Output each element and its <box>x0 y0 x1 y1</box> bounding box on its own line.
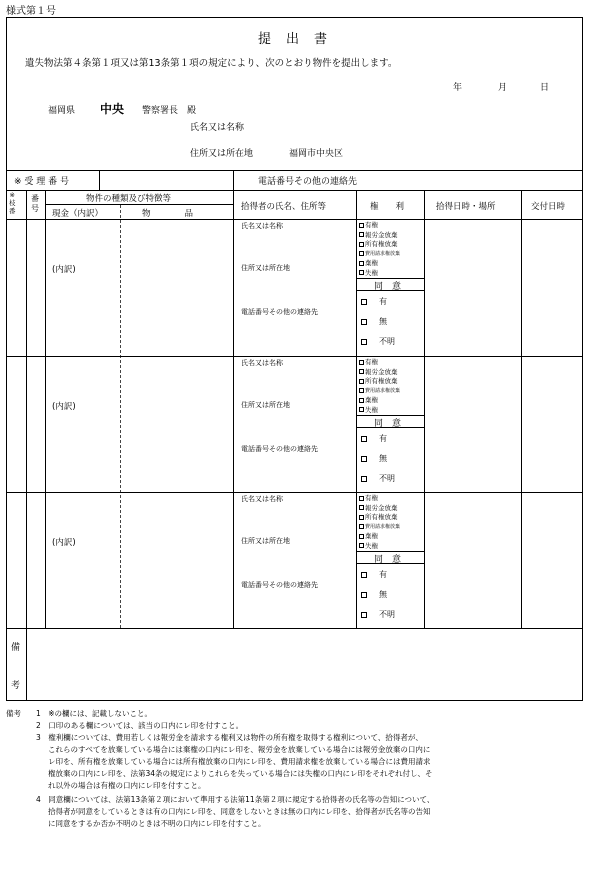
header-found-datetime: 拾得日時・場所 <box>436 202 496 212</box>
form-title: 提 出 書 <box>258 32 329 47</box>
note-3-line-1: 3 権利欄については、費用若しくは報労金を請求する権利又は物件の所有権を取得する権利について、拾得者が、 <box>36 733 423 742</box>
rights-option-3[interactable]: 費用請求権放棄 <box>359 251 400 258</box>
finder-address-label: 住所又は所在地 <box>241 264 290 272</box>
note-4-line-2: 拾得者が同意をしているときは有の口内にレ印を、同意をしないときは無の口内にレ印を、拾得者が氏名等の告知 <box>48 807 431 816</box>
checkbox-icon <box>361 436 367 442</box>
rights-option-5[interactable]: 失権 <box>359 270 378 277</box>
note-4-line-3: に同意をするか否か不明のときは不明の口内にレ印を付すこと。 <box>48 819 266 828</box>
rights-option-1[interactable]: 報労金放棄 <box>359 505 398 512</box>
checkbox-icon <box>361 592 367 598</box>
checkbox-icon <box>359 223 364 228</box>
rights-option-2[interactable]: 所有権放棄 <box>359 241 398 248</box>
note-3-line-3: レ印を、所有権を放棄している場合には所有権放棄の口内にレ印を、費用請求権を放棄している場合には費用請求 <box>48 757 431 766</box>
checkbox-icon <box>361 572 367 578</box>
applicant-name-label: 氏名又は名称 <box>190 123 245 133</box>
consent-option-1[interactable]: 無 <box>361 589 387 600</box>
rights-option-4[interactable]: 棄権 <box>359 533 378 540</box>
checkbox-icon <box>359 505 364 510</box>
prefecture-label: 福岡県 <box>48 106 76 116</box>
statement-text: 遺失物法第４条第１項又は第13条第１項の規定により、次のとおり物件を提出します。 <box>25 58 398 69</box>
header-finder: 拾得者の氏名、住所等 <box>241 202 327 212</box>
checkbox-icon <box>359 242 364 247</box>
consent-option-1[interactable]: 無 <box>361 316 387 327</box>
checkbox-icon <box>359 496 364 501</box>
date-month-label: 月 <box>498 83 508 93</box>
contact-label: 電話番号その他の連絡先 <box>258 177 358 187</box>
checkbox-icon <box>359 388 364 393</box>
note-3-line-4: 権放棄の口内にレ印を、法第34条の規定によりこれらを失っている場合には失権の口内にレ印をそれぞれ付し、そ <box>48 769 433 778</box>
header-cash: 現金（内訳） <box>52 209 104 219</box>
rights-option-0[interactable]: 有権 <box>359 359 378 366</box>
finder-contact-label: 電話番号その他の連絡先 <box>241 308 318 316</box>
consent-option-2[interactable]: 不明 <box>361 473 395 484</box>
checkbox-icon <box>361 476 367 482</box>
header-tag-number: ※ 枝 番 <box>9 191 16 215</box>
header-item-group: 物件の種類及び特徴等 <box>86 194 172 204</box>
rights-option-5[interactable]: 失権 <box>359 407 378 414</box>
notes-heading: 備考 <box>6 709 21 718</box>
checkbox-icon <box>359 261 364 266</box>
applicant-address-value: 福岡市中央区 <box>289 149 344 159</box>
header-delivery-datetime: 交付日時 <box>531 202 566 212</box>
consent-title: 同 意 <box>374 282 402 292</box>
rights-option-3[interactable]: 費用請求権放棄 <box>359 388 400 395</box>
note-1: 1 ※の欄には、記載しないこと。 <box>36 709 153 718</box>
date-year-label: 年 <box>453 83 463 93</box>
rights-option-0[interactable]: 有権 <box>359 222 378 229</box>
finder-address-label: 住所又は所在地 <box>241 537 290 545</box>
checkbox-icon <box>359 251 364 256</box>
checkbox-icon <box>359 515 364 520</box>
finder-name-label: 氏名又は名称 <box>241 359 283 367</box>
checkbox-icon <box>359 270 364 275</box>
checkbox-icon <box>359 360 364 365</box>
note-3-line-5: れ以外の場合は有権の口内にレ印を付すこと。 <box>48 781 206 790</box>
rights-option-2[interactable]: 所有権放棄 <box>359 514 398 521</box>
applicant-address-label: 住所又は所在地 <box>190 149 254 159</box>
checkbox-icon <box>359 524 364 529</box>
checkbox-icon <box>359 543 364 548</box>
note-2: 2 口印のある欄については、該当の口内にレ印を付すこと。 <box>36 721 244 730</box>
submission-form-frame <box>6 17 583 701</box>
note-3-line-2: これらのすべてを放棄している場合には棄権の口内にレ印を、報労金を放棄している場合には報労金放棄の口内に <box>48 745 431 754</box>
police-station-name: 中央 <box>100 102 125 116</box>
date-day-label: 日 <box>540 83 550 93</box>
checkbox-icon <box>359 407 364 412</box>
remarks-label-top: 備 <box>11 643 21 653</box>
rights-option-2[interactable]: 所有権放棄 <box>359 378 398 385</box>
consent-option-0[interactable]: 有 <box>361 433 387 444</box>
consent-title: 同 意 <box>374 555 402 565</box>
remarks-field[interactable] <box>28 630 581 699</box>
header-number: 番 号 <box>31 194 39 213</box>
checkbox-icon <box>361 456 367 462</box>
checkbox-icon <box>361 339 367 345</box>
rights-option-4[interactable]: 棄権 <box>359 260 378 267</box>
rights-option-5[interactable]: 失権 <box>359 543 378 550</box>
cash-breakdown-label: (内訳) <box>52 265 76 275</box>
addressee-suffix: 警察署長 殿 <box>142 106 197 116</box>
rights-option-0[interactable]: 有権 <box>359 495 378 502</box>
checkbox-icon <box>361 612 367 618</box>
receipt-number-label: ※ 受 理 番 号 <box>14 177 69 187</box>
rights-option-1[interactable]: 報労金放棄 <box>359 232 398 239</box>
checkbox-icon <box>359 534 364 539</box>
rights-option-4[interactable]: 棄権 <box>359 397 378 404</box>
consent-option-0[interactable]: 有 <box>361 569 387 580</box>
checkbox-icon <box>359 232 364 237</box>
finder-name-label: 氏名又は名称 <box>241 222 283 230</box>
finder-address-label: 住所又は所在地 <box>241 401 290 409</box>
consent-option-2[interactable]: 不明 <box>361 336 395 347</box>
finder-name-label: 氏名又は名称 <box>241 495 283 503</box>
consent-title: 同 意 <box>374 419 402 429</box>
header-goods: 物 品 <box>142 209 194 219</box>
note-4-line-1: 4 同意欄については、法第13条第２項において準用する法第11条第２項に規定する拾得者の氏名等の告知について、 <box>36 795 435 804</box>
checkbox-icon <box>359 369 364 374</box>
checkbox-icon <box>361 299 367 305</box>
checkbox-icon <box>359 379 364 384</box>
consent-option-2[interactable]: 不明 <box>361 609 395 620</box>
checkbox-icon <box>359 398 364 403</box>
rights-option-1[interactable]: 報労金放棄 <box>359 369 398 376</box>
consent-option-1[interactable]: 無 <box>361 453 387 464</box>
header-rights: 権 利 <box>370 202 405 212</box>
rights-option-3[interactable]: 費用請求権放棄 <box>359 524 400 531</box>
cash-breakdown-label: (内訳) <box>52 402 76 412</box>
form-number: 様式第１号 <box>6 6 56 17</box>
cash-breakdown-label: (内訳) <box>52 538 76 548</box>
finder-contact-label: 電話番号その他の連絡先 <box>241 445 318 453</box>
remarks-label-bottom: 考 <box>11 681 21 691</box>
consent-option-0[interactable]: 有 <box>361 296 387 307</box>
checkbox-icon <box>361 319 367 325</box>
finder-contact-label: 電話番号その他の連絡先 <box>241 581 318 589</box>
